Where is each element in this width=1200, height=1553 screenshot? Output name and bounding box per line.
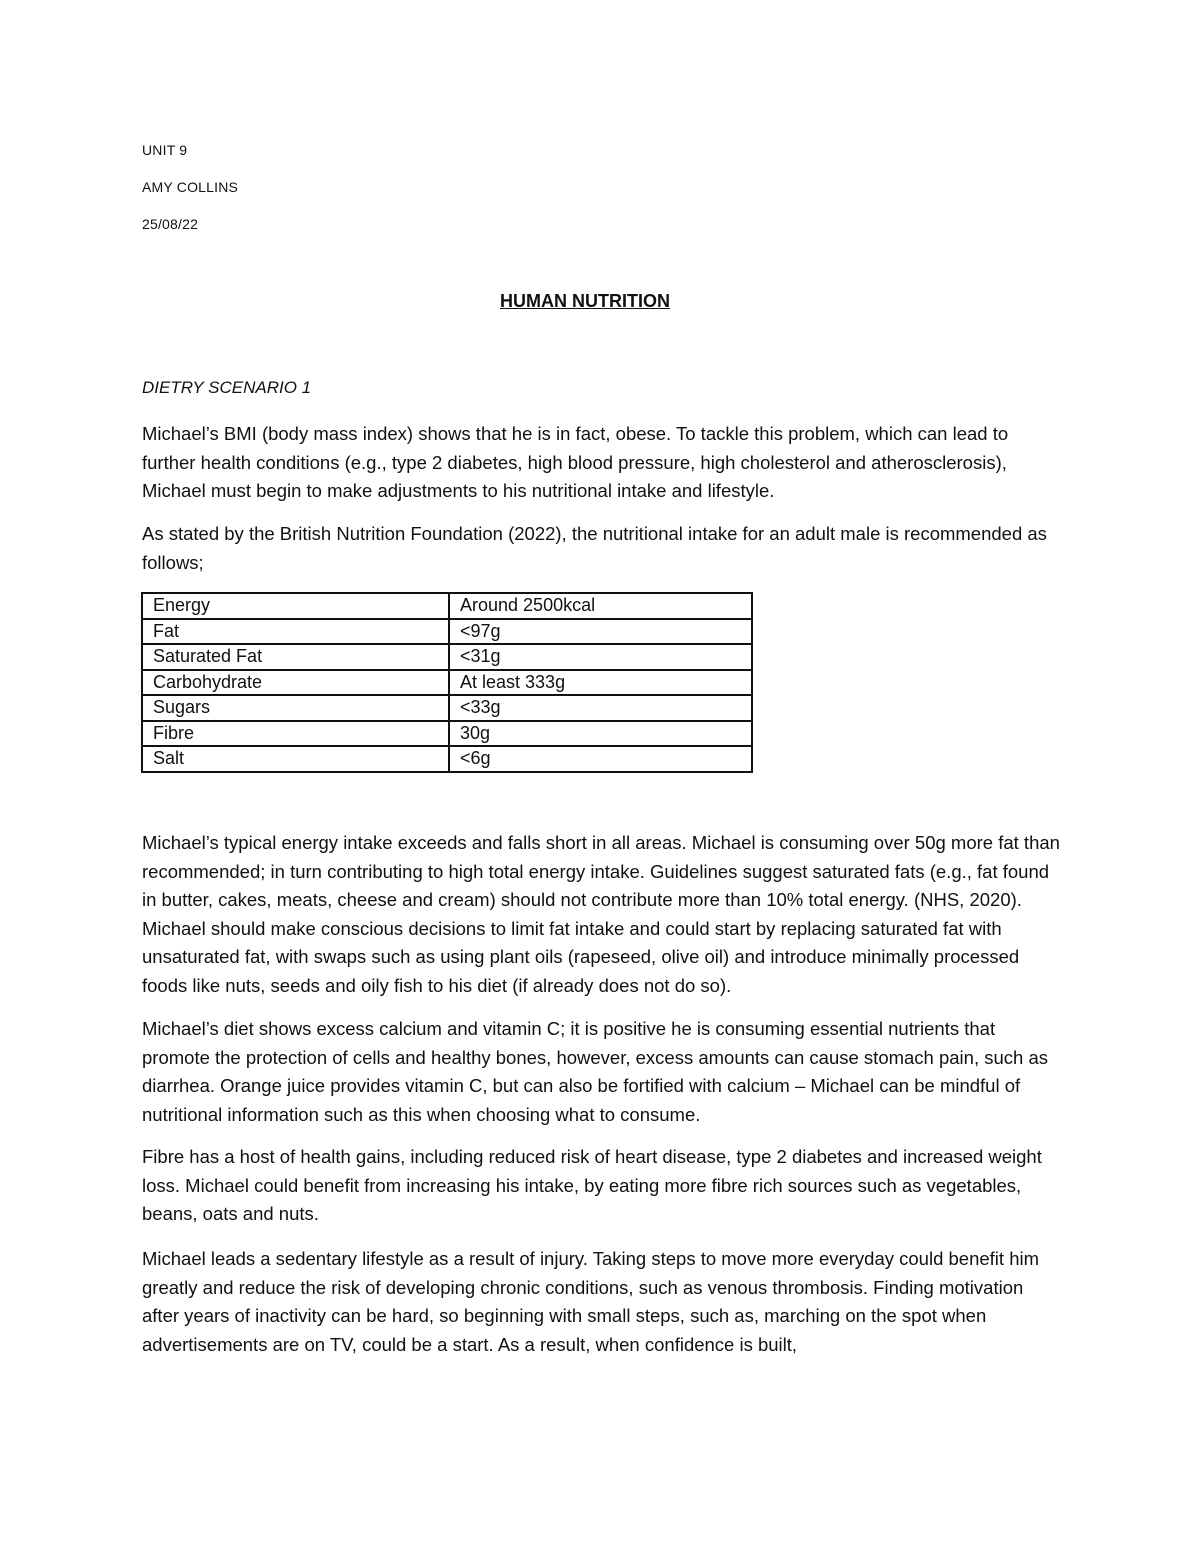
amount-cell: <6g — [449, 746, 752, 772]
table-row — [142, 619, 752, 645]
body-paragraph-fat: Michael’s typical energy intake exceeds and falls short in all areas. Michael is consuming over 50g more fat than recommended; in turn contributing to high total energy intake. Guidelines suggest saturated fats (e.g., fat found in butter, cakes, meats, cheese and cream) should not contribute more than 10% total energy. (NHS, 2020). Michael should make conscious decisions to limit fat intake and could start by replacing saturated fat with unsaturated fat, with swaps such as using plant oils (rapeseed, olive oil) and introduce minimally processed foods like nuts, seeds and oily fish to his diet (if already does not do so). — [142, 832, 1060, 996]
amount-cell: <33g — [449, 695, 752, 721]
amount-cell: <97g — [449, 619, 752, 645]
document-date: 25/08/22 — [142, 216, 199, 232]
table-row — [142, 695, 752, 721]
unit-label: UNIT 9 — [142, 142, 188, 158]
intro-paragraph-1: Michael’s BMI (body mass index) shows that he is in fact, obese. To tackle this problem, which can lead to further health conditions (e.g., type 2 diabetes, high blood pressure, high cholesterol and atherosclerosis), Michael must begin to make adjustments to his nutritional intake and lifestyle. — [142, 423, 1009, 501]
body-paragraph-calcium: Michael’s diet shows excess calcium and vitamin C; it is positive he is consuming essential nutrients that promote the protection of cells and healthy bones, however, excess amounts can cause stomach pain, such as diarrhea. Orange juice provides vitamin C, but can also be fortified with calcium – Michael can be mindful of nutritional information such as this when choosing what to consume. — [142, 1018, 1048, 1125]
nutrition-table — [141, 592, 753, 773]
nutrient-cell: Energy — [142, 593, 449, 619]
nutrient-cell: Sugars — [142, 695, 449, 721]
nutrient-cell: Fat — [142, 619, 449, 645]
table-row — [142, 644, 752, 670]
nutrient-cell: Carbohydrate — [142, 670, 449, 696]
scenario-heading: DIETRY SCENARIO 1 — [142, 378, 312, 397]
document-title: HUMAN NUTRITION — [500, 291, 670, 311]
table-row — [142, 721, 752, 747]
nutrient-cell: Saturated Fat — [142, 644, 449, 670]
table-row — [142, 670, 752, 696]
author-name: AMY COLLINS — [142, 179, 239, 195]
amount-cell: 30g — [449, 721, 752, 747]
amount-cell: At least 333g — [449, 670, 752, 696]
nutrient-cell: Salt — [142, 746, 449, 772]
body-paragraph-fibre: Fibre has a host of health gains, including reduced risk of heart disease, type 2 diabetes and increased weight loss. Michael could benefit from increasing his intake, by eating more fibre rich sources such as vegetables, beans, oats and nuts. — [142, 1146, 1042, 1224]
amount-cell: Around 2500kcal — [449, 593, 752, 619]
nutrient-cell: Fibre — [142, 721, 449, 747]
table-row — [142, 746, 752, 772]
table-row — [142, 593, 752, 619]
intro-paragraph-2: As stated by the British Nutrition Foundation (2022), the nutritional intake for an adult male is recommended as follows; — [142, 523, 1047, 573]
amount-cell: <31g — [449, 644, 752, 670]
body-paragraph-lifestyle: Michael leads a sedentary lifestyle as a result of injury. Taking steps to move more everyday could benefit him greatly and reduce the risk of developing chronic conditions, such as venous thrombosis. Finding motivation after years of inactivity can be hard, so beginning with small steps, such as, marching on the spot when advertisements are on TV, could be a start. As a result, when confidence is built, — [142, 1248, 1040, 1355]
